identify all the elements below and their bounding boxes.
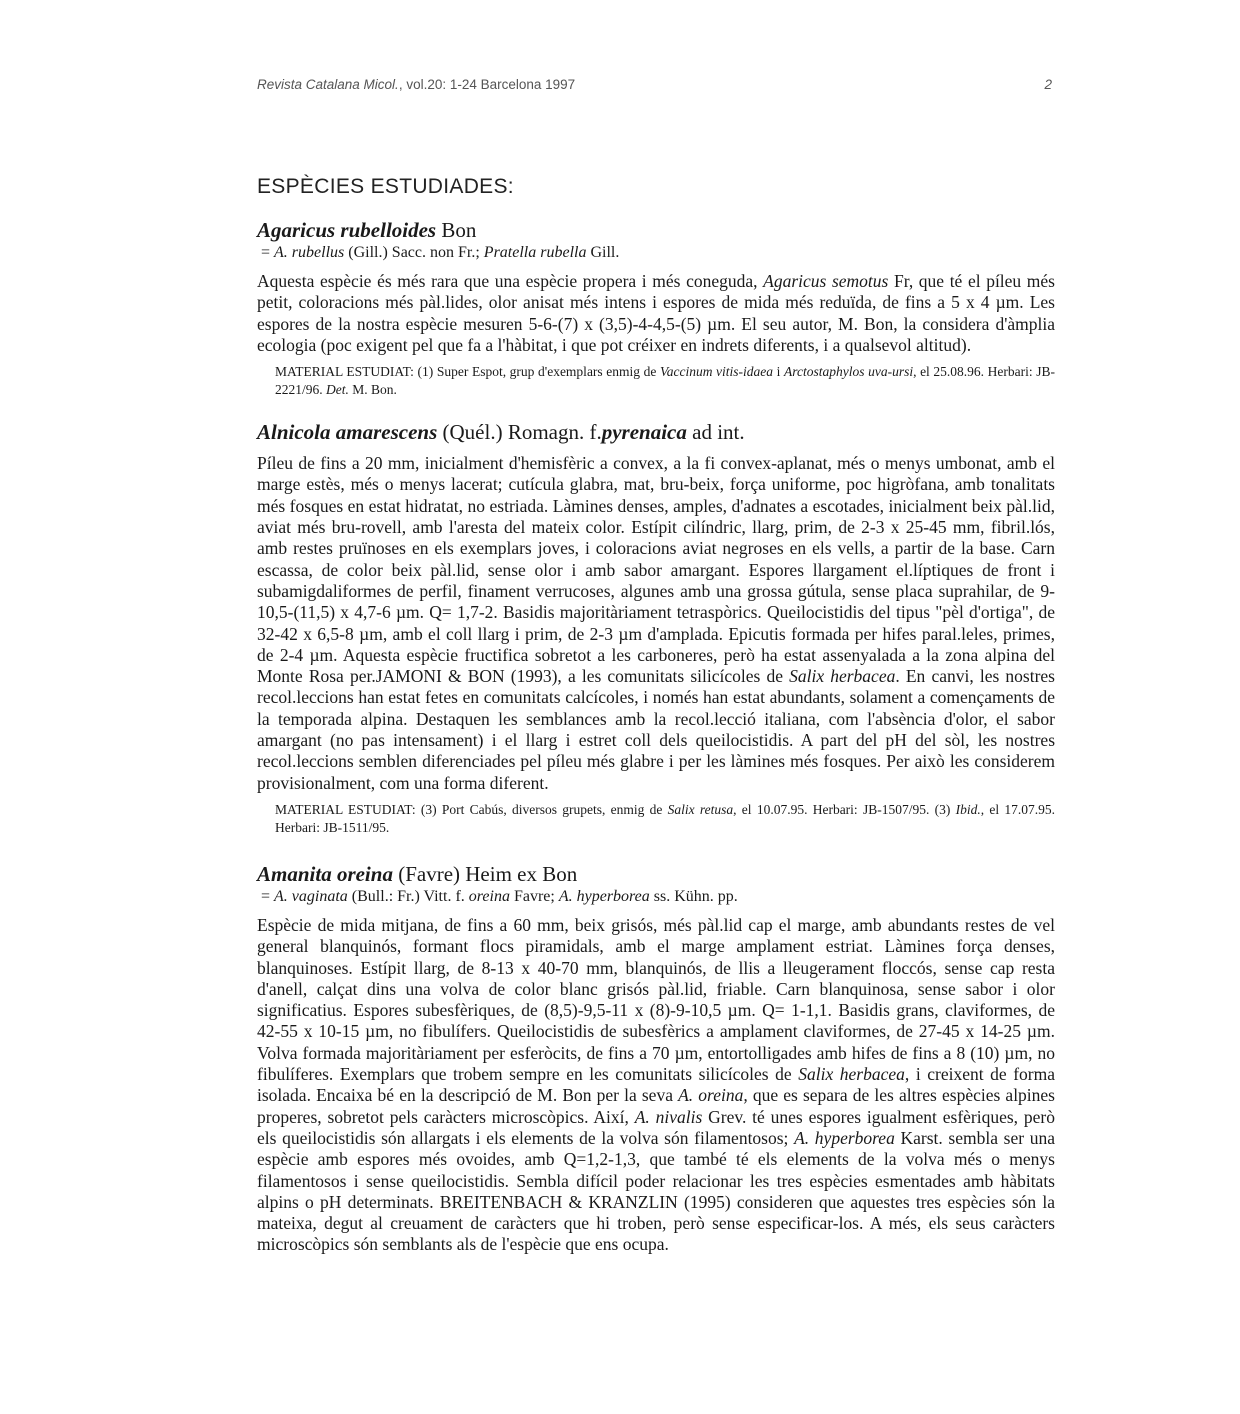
- species-name: Agaricus rubelloides: [257, 218, 437, 242]
- running-head: [257, 77, 1057, 97]
- species-author: (Favre) Heim ex Bon: [398, 861, 578, 886]
- species-description: Aquesta espècie és més rara que una espècie propera i més coneguda, Agaricus semotus Fr, que té el píleu més petit, coloracions més pàl.lides, olor anisat més intens i espores de mida més reduïda, de fins a 5 x 4 µm. Les espores de la nostra espècie mesuren 5-6-(7) x (3,5)-4-4,5-(5) µm. El seu autor, M. Bon, la considera d'àmplia ecologia (poc exigent pel que fa a l'hàbitat, i que pot créixer en indrets diferents, i a qualsevol altitud).: [257, 271, 1055, 355]
- material-studied: MATERIAL ESTUDIAT: (1) Super Espot, grup d'exemplars enmig de Vaccinum vitis-idaea i Arctostaphylos uva-ursi, el 25.08.96. Herbari: JB-2221/96. Det. M. Bon.: [275, 364, 1055, 398]
- species-description: Espècie de mida mitjana, de fins a 60 mm, beix grisós, més pàl.lid cap el marge, amb abundants restes de vel general blanquinós, formant flocs piramidals, amb el marge amplament estriat. Làmines força denses, blanquinoses. Estípit llarg, de 8-13 x 40-70 mm, blanquinós, de llis a lleugerament floccós, sense cap resta d'anell, calçat dins una volva de color blanc grisós pàl.lid, friable. Carn blanquinosa, sense sabor i olor significatius. Espores subesfèriques, de (8,5)-9,5-11 x (8)-9-10,5 µm. Q= 1-1,1. Basidis grans, claviformes, de 42-55 x 10-15 µm, no fibulífers. Queilocistidis de subesfèrics a amplament claviformes, de 27-45 x 14-25 µm. Volva formada majoritàriament per esferòcits, de fins a 70 µm, entortolligades amb hifes de fins a 8 (10) µm, no fibulíferes. Exemplars que trobem sempre en les comunitats silicícoles de Salix herbacea, i creixent de forma isolada. Encaixa bé en la descripció de M. Bon per la seva A. oreina, que es separa de les altres espècies alpines properes, sobretot pels caràcters microscòpics. Així, A. nivalis Grev. té unes espores igualment esfèriques, però els queilocistidis són allargats i els elements de la volva són filamentosos; A. hyperborea Karst. sembla ser una espècie amb espores més ovoides, amb Q=1,2-1,3, que també té els elements de la volva més o menys filamentosos i sense queilocistidis. Sembla difícil poder relacionar les tres espècies esmentades amb hàbitats alpins o pH determinats. BREITENBACH & KRANZLIN (1995) consideren que aquestes tres espècies són la mateixa, degut al creuament de caràcters que hi troben, però sense especificar-los. A més, els seus caràcters microscòpics són semblants als de l'espècie que ens ocupa.: [257, 914, 1055, 1255]
- species-name: Alnicola amarescens: [257, 420, 438, 445]
- species-description: Píleu de fins a 20 mm, inicialment d'hemisfèric a convex, a la fi convex-aplanat, més o menys umbonat, amb el marge estès, més o menys lacerat; cutícula glabra, mat, bru-beix, força uniforme, poc higròfana, amb tonalitats més fosques en estat hidratat, no estriada. Làmines denses, amples, d'adnates a escotades, inicialment beix pàl.lid, aviat més bru-rovell, amb l'aresta del mateix color. Estípit cilíndric, llarg, prim, de 2-3 x 25-45 mm, fibril.lós, amb restes pruïnoses en els exemplars joves, i coloracions aviat negroses en els vells, a partir de la base. Carn escassa, de color beix pàl.lid, sense olor i amb sabor amargant. Espores llargament el.líptiques de front i subamigdaliformes de perfil, finament verrucoses, algunes amb una grossa gútula, sense placa suprahilar, de 9-10,5-(11,5) x 4,7-6 µm. Q= 1,7-2. Basidis majoritàriament tetraspòrics. Queilocistidis del tipus "pèl d'ortiga", de 32-42 x 6,5-8 µm, amb el coll llarg i prim, de 2-3 µm d'amplada. Epicutis formada per hifes paral.leles, primes, de 2-4 µm. Aquesta espècie fructifica sobretot a les carboneres, però ha estat assenyalada a la zona alpina del Monte Rosa per.JAMONI & BON (1993), a les comunitats silicícoles de Salix herbacea. En canvi, les nostres recol.leccions han estat fetes en comunitats calcícoles, i només han estat abundants, solament a començaments de la temporada alpina. Destaquen les semblances amb la recol.lecció italiana, com l'absència d'olor, el sabor amargant (no pas intensament) i el llarg i estret coll dels queilocistidis. A part del pH del sòl, les nostres recol.leccions semblen diferenciades pel píleu més glabre i per les làmines més fosques. Per això les considerem provisionalment, com una forma diferent.: [257, 453, 1055, 793]
- species-name: Amanita oreina: [257, 861, 393, 886]
- species-heading: [257, 419, 1055, 445]
- species-heading: [257, 217, 1055, 243]
- section-title: ESPÈCIES ESTUDIADES:: [257, 175, 514, 198]
- page-number: 2: [1044, 77, 1052, 92]
- journal-title: Revista Catalana Micol.: [257, 77, 399, 92]
- species-synonym: = A. vaginata (Bull.: Fr.) Vitt. f. oreina Favre; A. hyperborea ss. Kühn. pp.: [261, 887, 738, 905]
- species-form-author: ad int.: [692, 420, 745, 445]
- volume-info: , vol.20: 1-24 Barcelona 1997: [398, 77, 576, 92]
- species-synonym: = A. rubellus (Gill.) Sacc. non Fr.; Pratella rubella Gill.: [261, 244, 620, 261]
- species-form: pyrenaica: [601, 420, 687, 445]
- species-heading: [257, 861, 1055, 887]
- species-author: Bon: [441, 218, 477, 242]
- species-author: (Quél.) Romagn. f.: [442, 420, 602, 445]
- article-content: [257, 170, 1055, 1263]
- material-studied: MATERIAL ESTUDIAT: (3) Port Cabús, diversos grupets, enmig de Salix retusa, el 10.07.95. Herbari: JB-1507/95. (3) Ibid., el 17.07.95. Herbari: JB-1511/95.: [275, 801, 1055, 835]
